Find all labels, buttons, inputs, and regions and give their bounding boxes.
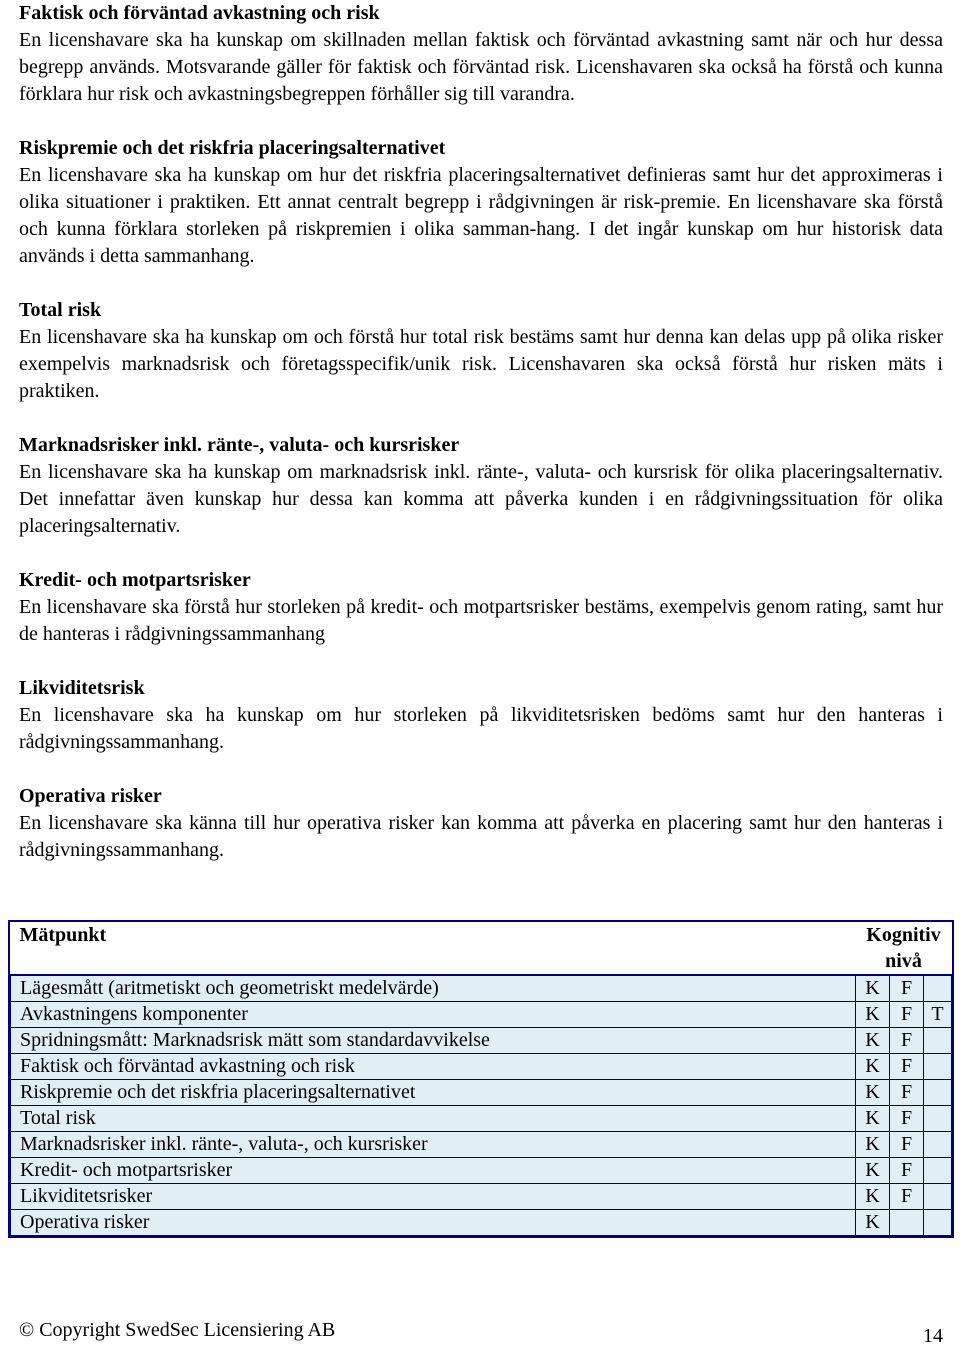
level-k-cell: K [856,975,890,1002]
level-t-cell [924,1132,952,1158]
table-row [11,1080,952,1106]
matpunkt-cell: Marknadsrisker inkl. ränte-, valuta-, och kursrisker [11,1132,856,1158]
section-likviditetsrisk [19,675,943,756]
level-k-cell: K [856,1184,890,1210]
level-f-cell [890,1210,924,1236]
table-row [11,1002,952,1028]
matpunkt-table [8,920,954,1238]
section-text: En licenshavare ska ha kunskap om hur det riskfria placeringsalternativet definieras samt hur det approximeras i olika situationer i praktiken. Ett annat centralt begrepp i rådgivningen är risk-premie. En licenshavare ska förstå och kunna förklara storleken på riskpremien i olika samman-hang. I det ingår kunskap om hur historisk data används i detta sammanhang. [19,164,943,267]
level-f-cell: F [890,1158,924,1184]
table-row [11,1210,952,1236]
section-heading: Riskpremie och det riskfria placeringsalternativet [19,137,446,159]
page-footer [19,1318,943,1347]
level-f-cell: F [890,975,924,1002]
level-f-cell: F [890,1106,924,1132]
section-marknadsrisker [19,432,943,540]
matpunkt-cell: Riskpremie och det riskfria placeringsalternativet [11,1080,856,1106]
matpunkt-cell: Operativa risker [11,1210,856,1236]
level-t-cell [924,1106,952,1132]
level-f-cell: F [890,1184,924,1210]
matpunkt-cell: Total risk [11,1106,856,1132]
level-f-cell: F [890,1080,924,1106]
level-k-cell: K [856,1106,890,1132]
section-text: En licenshavare ska känna till hur operativa risker kan komma att påverka en placering samt hur den hanteras i rådgivningssammanhang. [19,812,943,861]
section-text: En licenshavare ska ha kunskap om skillnaden mellan faktisk och förväntad avkastning samt när och hur dessa begrepp används. Motsvarande gäller för faktisk och förväntad risk. Licenshavaren ska också ha förstå och kunna förklara hur risk och avkastningsbegreppen förhåller sig till varandra. [19,29,943,105]
table-row [11,1184,952,1210]
table-row [11,1054,952,1080]
level-k-cell: K [856,1132,890,1158]
table-row [11,1106,952,1132]
section-faktisk-forvantad [19,0,943,108]
level-t-cell [924,1184,952,1210]
section-heading: Marknadsrisker inkl. ränte-, valuta- och kursrisker [19,434,460,456]
section-kredit-motpart [19,567,943,648]
section-total-risk [19,297,943,405]
section-heading: Kredit- och motpartsrisker [19,569,251,591]
level-k-cell: K [856,1054,890,1080]
level-t-cell [924,1080,952,1106]
matpunkt-cell: Faktisk och förväntad avkastning och risk [11,1054,856,1080]
level-t-cell [924,1158,952,1184]
table-row [11,975,952,1002]
level-k-cell: K [856,1028,890,1054]
level-f-cell: F [890,1028,924,1054]
table-row [11,1158,952,1184]
document-body [19,0,943,891]
level-k-cell: K [856,1210,890,1236]
level-t-cell [924,1210,952,1236]
header-kognitiv-niva: Kognitiv nivå [856,922,952,975]
section-text: En licenshavare ska ha kunskap om och förstå hur total risk bestäms samt hur denna kan delas upp på olika risker exempelvis marknadsrisk och företagsspecifik/unik risk. Licenshavaren ska också förstå hur risken mäts i praktiken. [19,326,943,402]
section-heading: Total risk [19,299,102,321]
level-f-cell: F [890,1054,924,1080]
level-f-cell: F [890,1002,924,1028]
section-heading: Faktisk och förväntad avkastning och risk [19,2,380,24]
level-f-cell: F [890,1132,924,1158]
page-number: 14 [923,1325,943,1347]
section-text: En licenshavare ska förstå hur storleken på kredit- och motpartsrisker bestäms, exempelvis genom rating, samt hur de hanteras i rådgivningssammanhang [19,596,943,645]
level-t-cell [924,1028,952,1054]
level-t-cell [924,1054,952,1080]
level-k-cell: K [856,1158,890,1184]
matpunkt-cell: Likviditetsrisker [11,1184,856,1210]
section-text: En licenshavare ska ha kunskap om marknadsrisk inkl. ränte-, valuta- och kursrisk för olika placeringsalternativ. Det innefattar även kunskap hur dessa kan komma att påverka kunden i en rådgivningssituation för olika placeringsalternativ. [19,461,943,537]
level-k-cell: K [856,1080,890,1106]
table-row [11,1028,952,1054]
matpunkt-cell: Kredit- och motpartsrisker [11,1158,856,1184]
table-header-row [11,922,952,975]
table-row [11,1132,952,1158]
matpunkt-cell: Spridningsmått: Marknadsrisk mätt som standardavvikelse [11,1028,856,1054]
matpunkt-cell: Lägesmått (aritmetiskt och geometriskt medelvärde) [11,975,856,1002]
copyright-text: © Copyright SwedSec Licensiering AB [19,1319,336,1341]
table-body [11,975,952,1236]
section-heading: Likviditetsrisk [19,677,145,699]
section-riskpremie [19,135,943,270]
section-heading: Operativa risker [19,785,162,807]
matpunkt-cell: Avkastningens komponenter [11,1002,856,1028]
level-k-cell: K [856,1002,890,1028]
level-t-cell [924,975,952,1002]
section-operativa-risker [19,783,943,864]
level-t-cell: T [924,1002,952,1028]
section-text: En licenshavare ska ha kunskap om hur storleken på likviditetsrisken bedöms samt hur den hanteras i rådgivningssammanhang. [19,704,943,753]
header-matpunkt: Mätpunkt [11,922,856,975]
